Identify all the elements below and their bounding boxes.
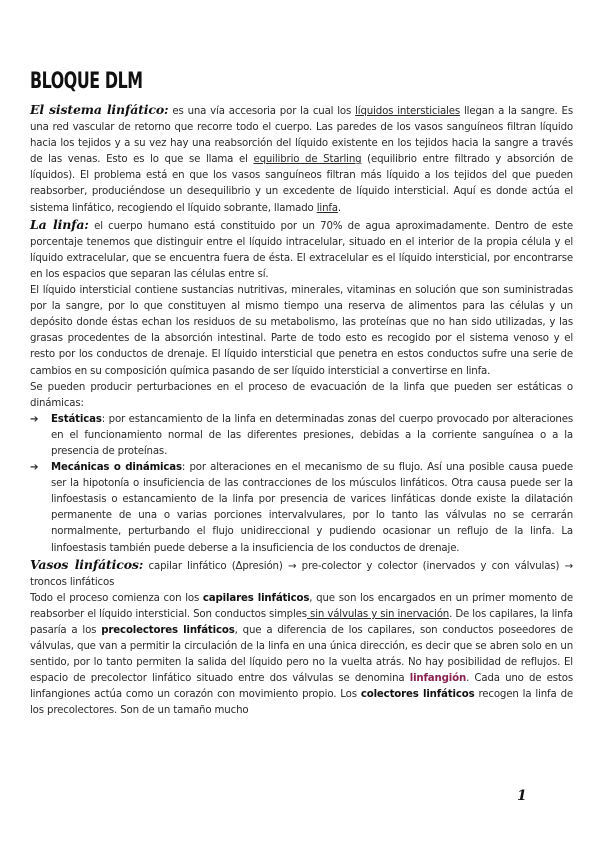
paragraph-perturbaciones: Se pueden producir perturbaciones en el proceso de evacuación de la linfa que pueden ser estáticas o dinámicas: xyxy=(30,381,573,409)
paragraph-capilares xyxy=(30,591,573,720)
text: : por estancamiento de la linfa en determinadas zonas del cuerpo provocado por alteraciones en el funcionamiento normal de las diferentes presiones, debidas a la corriente sanguínea o a la presencia de proteínas. xyxy=(51,413,573,457)
text: el cuerpo humano está constituido por un 70% de agua aproximadamente. Dentro de este porcentaje tenemos que distinguir entre el líquido intracelular, situado en el interior de la propia célula y el líquido extracelular, que se encuentra fuera de ésta. El extracelular es el líquido intersticial, por encontrarse en los espacios que separan las células entre sí. xyxy=(30,220,573,280)
perturbation-list xyxy=(30,412,573,557)
text: es una vía accesoria por la cual los xyxy=(168,106,356,117)
arrow-icon: ➔ xyxy=(30,413,39,425)
document-page xyxy=(30,66,573,720)
list-item xyxy=(30,460,573,557)
text: . De los capilares, la linfa pasaría a los xyxy=(30,608,573,636)
underlined-term: linfa xyxy=(316,202,338,214)
underlined-term: equilibrio de Starling xyxy=(253,154,362,166)
text: : por alteraciones en el mecanismo de su flujo. Así una posible causa puede ser la hipotonía o insuficiencia de las contracciones de los músculos linfáticos. Otra causa puede ser la linfoestasis o estancamiento de la linfa por presencia de varices linfáticas donde existe la dilatación permanente de una o varias porciones intervalvulares, por lo tanto las válvulas no se cerrarán normalmente, perturbando el flujo unidireccional y pudiendo ocasionar un reflujo de la linfa. La linfoestasis también puede deberse a la insuficiencia de los conductos de drenaje. xyxy=(51,462,573,554)
text: (equilibrio entre filtrado y absorción de líquidos). El problema está en que los vasos sanguíneos filtran más líquido a los tejidos del que pueden reabsorber, produciéndose un desequilibrio y un excedente de líquido intersticial. Aquí es donde actúa el sistema linfático, recogiendo el líquido sobrante, llamado xyxy=(30,154,573,214)
underlined-term: líquidos intersticiales xyxy=(355,106,461,117)
bold-term: Estáticas xyxy=(51,413,102,425)
arrow-icon: ➔ xyxy=(30,462,39,474)
page-title: BLOQUE DLM xyxy=(30,69,143,94)
text: , que son los encargados en un primer momento de reabsorber el líquido intersticial. Son conductos simples xyxy=(30,592,573,620)
text: Todo el proceso comienza con los xyxy=(30,592,203,604)
paragraph-vasos-linfaticos xyxy=(30,557,573,591)
bold-term: capilares linfáticos xyxy=(202,592,310,604)
text: llegan a la sangre. Es una red vascular de retorno que recorre todo el cuerpo. Las paredes de los vasos sanguíneos filtran líquido hacia los tejidos y a su vez hay una reabsorción del líquido existente en los tejidos hacia la sangre a través de las venas. Esto es lo que se llama el xyxy=(30,106,573,166)
text: , que a diferencia de los capilares, son conductos poseedores de válvulas, que van a permitir la circulación de la linfa en una única dirección, es decir que se abren solo en un sentido, por lo tanto permiten la salida del líquido pero no la vuelta atrás. No hay posibilidad de reflujos. El espacio de precolector linfático situado entre dos válvulas se denomina xyxy=(30,625,573,685)
text: . Cada uno de estos linfangiones actúa como un corazón con movimiento propio. Los xyxy=(30,673,573,701)
text: recogen la linfa de los precolectores. Son de un tamaño mucho xyxy=(30,689,573,717)
paragraph-linfa xyxy=(30,217,573,283)
section-heading: El sistema linfático: xyxy=(30,102,169,117)
text: . xyxy=(337,202,341,214)
bold-term: Mecánicas o dinámicas xyxy=(51,462,182,474)
paragraph-liquido-intersticial: El líquido intersticial contiene sustancias nutritivas, minerales, vitaminas en solución que son suministradas por la sangre, por lo que constituyen al mismo tiempo una reserva de alimentos para las células y un depósito donde éstas echan los residuos de su metabolismo, las proteínas que no han sido utilizadas, y las grasas procedentes de la absorción intestinal. Parte de todo esto es recogido por el sistema venoso y el resto por los conductos de drenaje. El líquido intersticial que penetra en estos conductos sufre una serie de cambios en su composición química pasando de ser líquido intersticial a convertirse en linfa. xyxy=(30,285,573,377)
bold-term: colectores linfáticos xyxy=(360,689,475,701)
bold-term: precolectores linfáticos xyxy=(101,625,235,636)
section-heading: Vasos linfáticos: xyxy=(30,556,144,572)
list-item xyxy=(30,412,573,460)
highlighted-term: linfangión xyxy=(409,673,467,685)
underlined-term: sin válvulas y sin inervación xyxy=(306,608,450,620)
text: capilar linfático (Δpresión) → pre-colector y colector (inervados y con válvulas) → troncos linfáticos xyxy=(30,560,573,588)
page-number: 1 xyxy=(517,788,527,804)
section-heading: La linfa: xyxy=(30,216,89,232)
paragraph-sistema-linfatico xyxy=(30,102,573,217)
